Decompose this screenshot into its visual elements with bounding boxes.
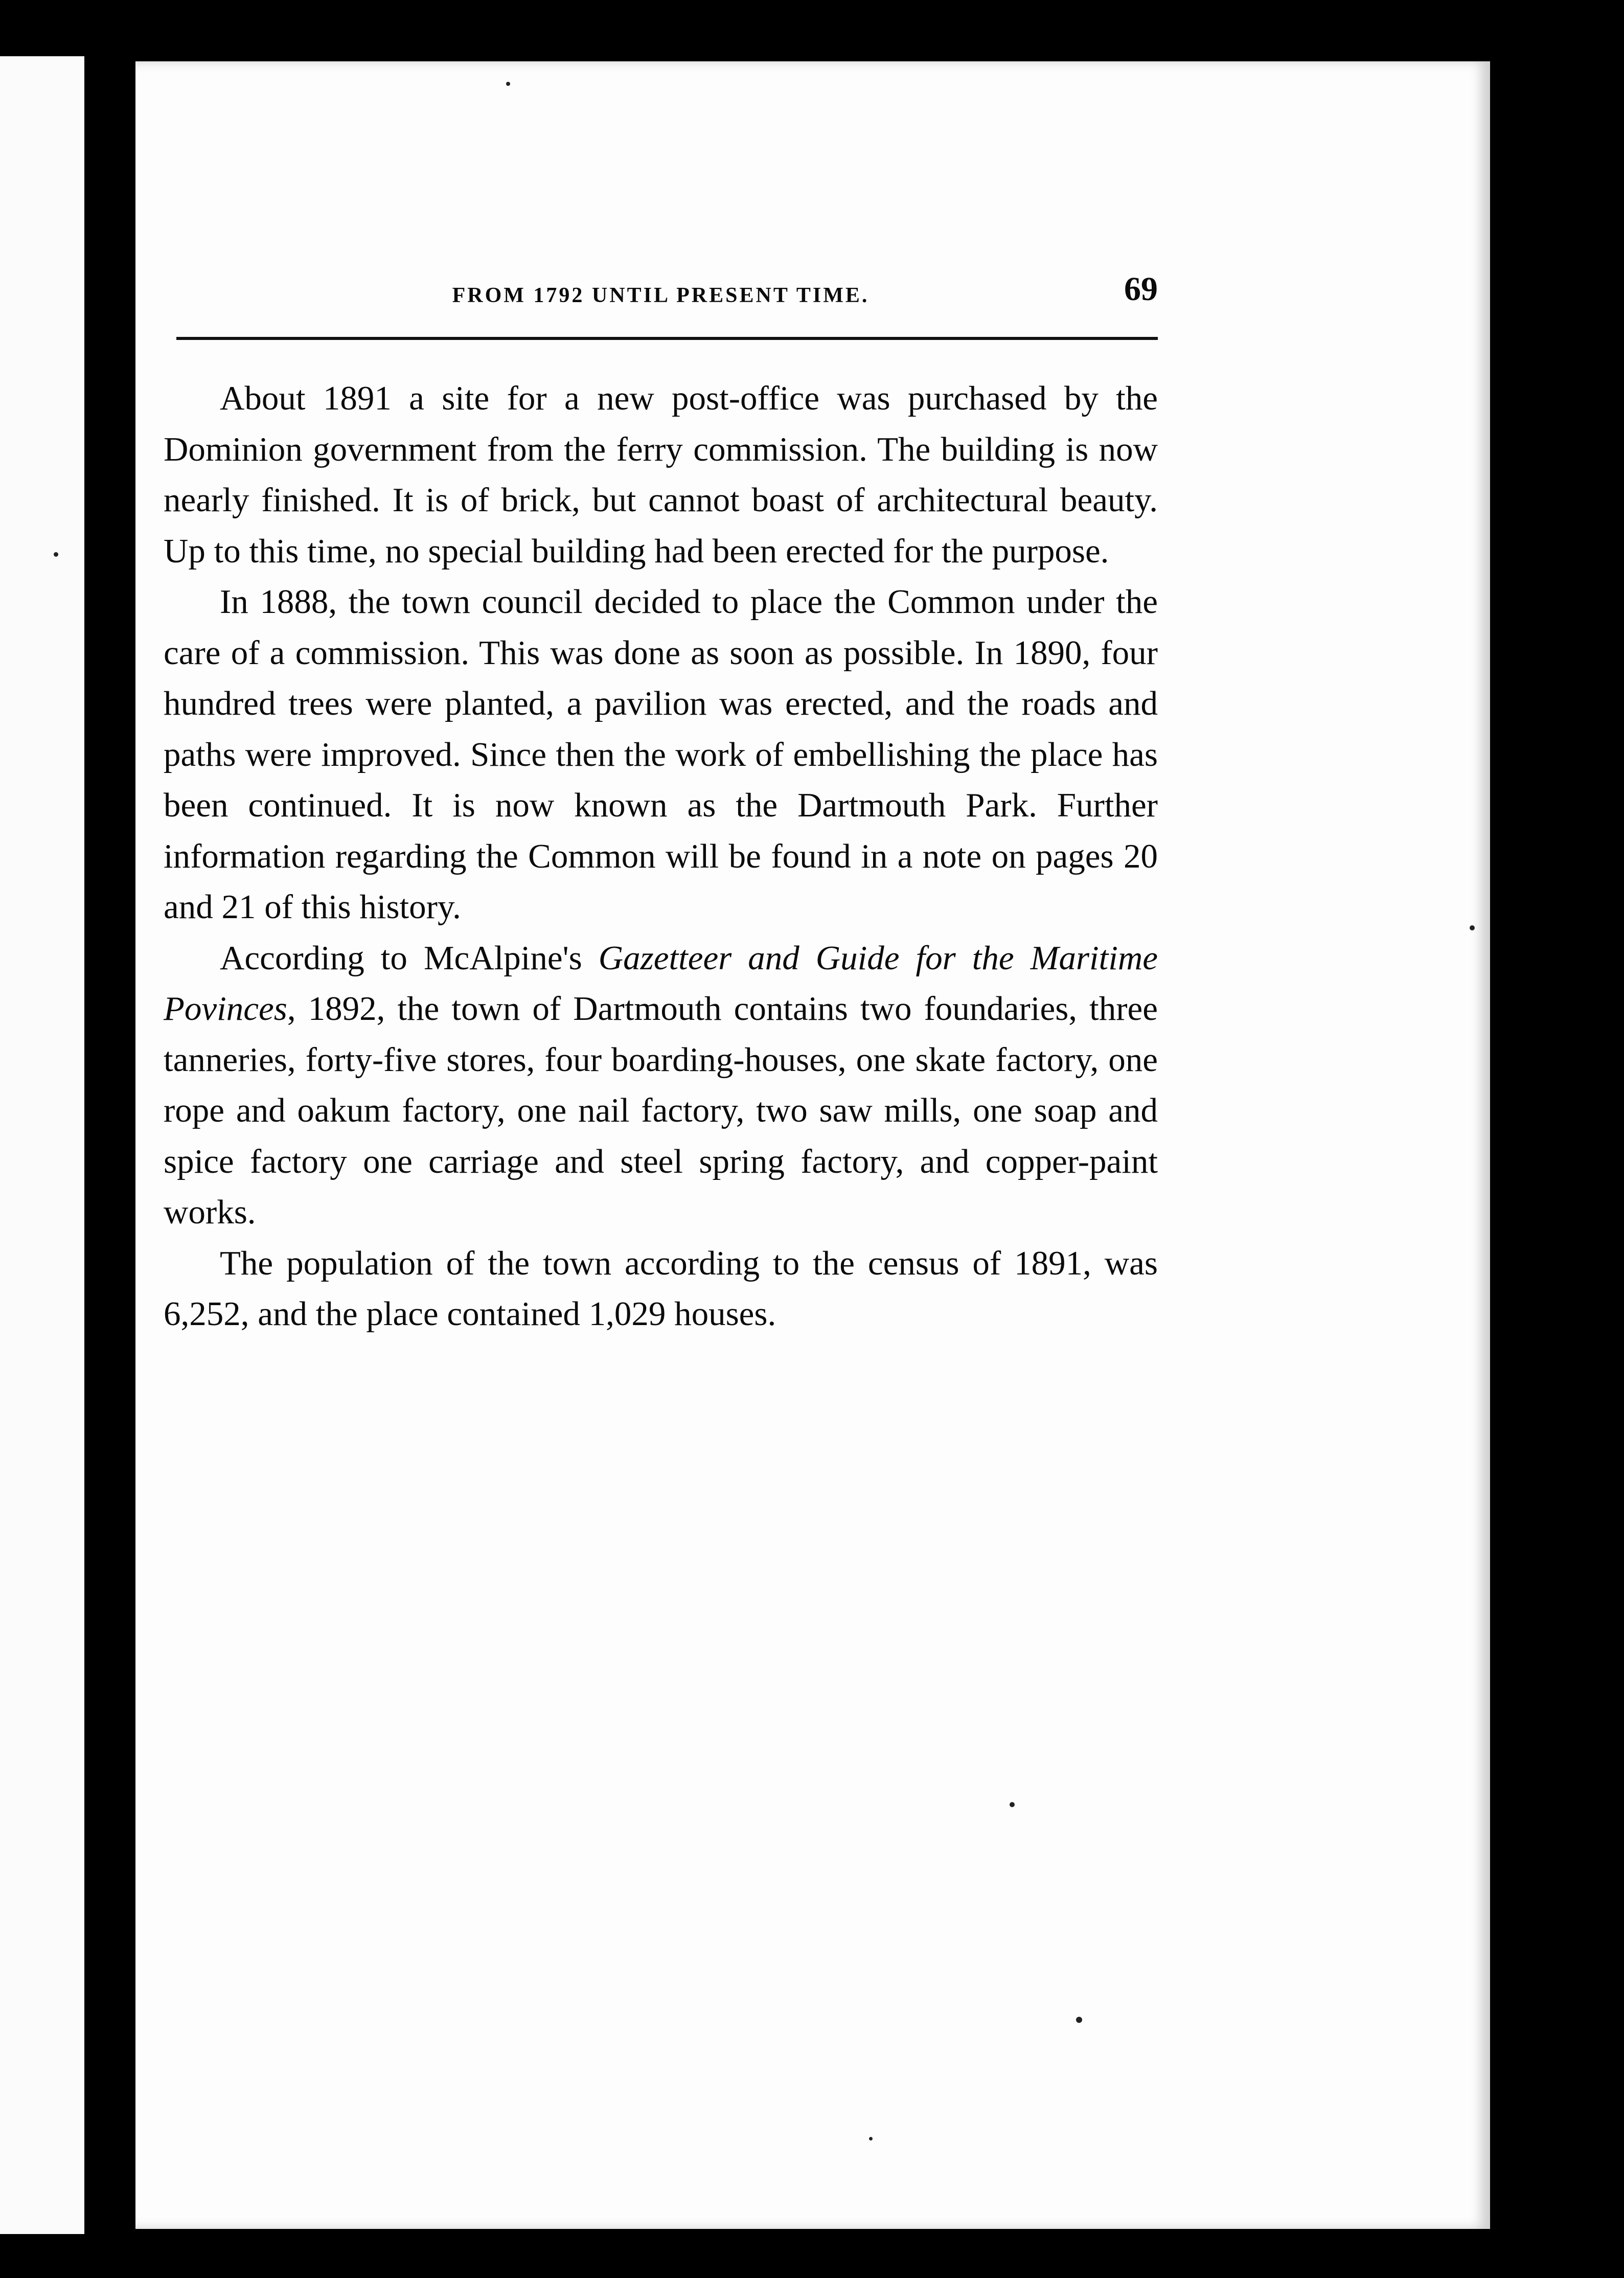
page-header (164, 266, 1158, 322)
scan-speck (1076, 2017, 1082, 2023)
facing-page-edge (0, 56, 84, 2234)
scan-speck (54, 552, 58, 557)
paragraph-common: In 1888, the town council decided to place the Common under the care of a commission. This was done as soon as possible. In 1890, four hundred trees were planted, a pavilion was erected, and the roads and paths were improved. Since then the work of embellishing the place has been continued. It is now known as the Dartmouth Park. Further information regarding the Common will be found in a note on pages 20 and 21 of this history. (164, 583, 1158, 926)
page-number: 69 (1124, 270, 1158, 308)
paragraph-gazetteer (164, 933, 1158, 1238)
paragraph-post-office: About 1891 a site for a new post-office was purchased by the Dominion government from the ferry commission. The building is now nearly finished. It is of brick, but cannot boast of architectural beauty. Up to this time, no special building had been erected for the purpose. (164, 379, 1158, 570)
gazetteer-title: Gazetteer and Guide for the Maritime Povinces (164, 939, 1158, 1028)
scan-speck (1010, 1802, 1015, 1807)
scan-speck (869, 2137, 873, 2140)
header-rule (176, 337, 1158, 340)
scan-speck (506, 82, 510, 86)
scan-speck (1470, 925, 1475, 930)
gazetteer-text-before: According to McAlpine's (220, 939, 599, 977)
paragraph-population: The population of the town according to the census of 1891, was 6,252, and the place contained 1,029 houses. (164, 1244, 1158, 1333)
running-head: FROM 1792 UNTIL PRESENT TIME. (452, 284, 870, 307)
body-text (164, 373, 1158, 1340)
gazetteer-text-after: , 1892, the town of Dartmouth contains two foundaries, three tanneries, forty-five stores, four boarding-houses, one skate factory, one rope and oakum factory, one nail factory, two saw mills, one soap and spice factory one carriage and steel spring factory, and copper-paint works. (164, 990, 1158, 1231)
